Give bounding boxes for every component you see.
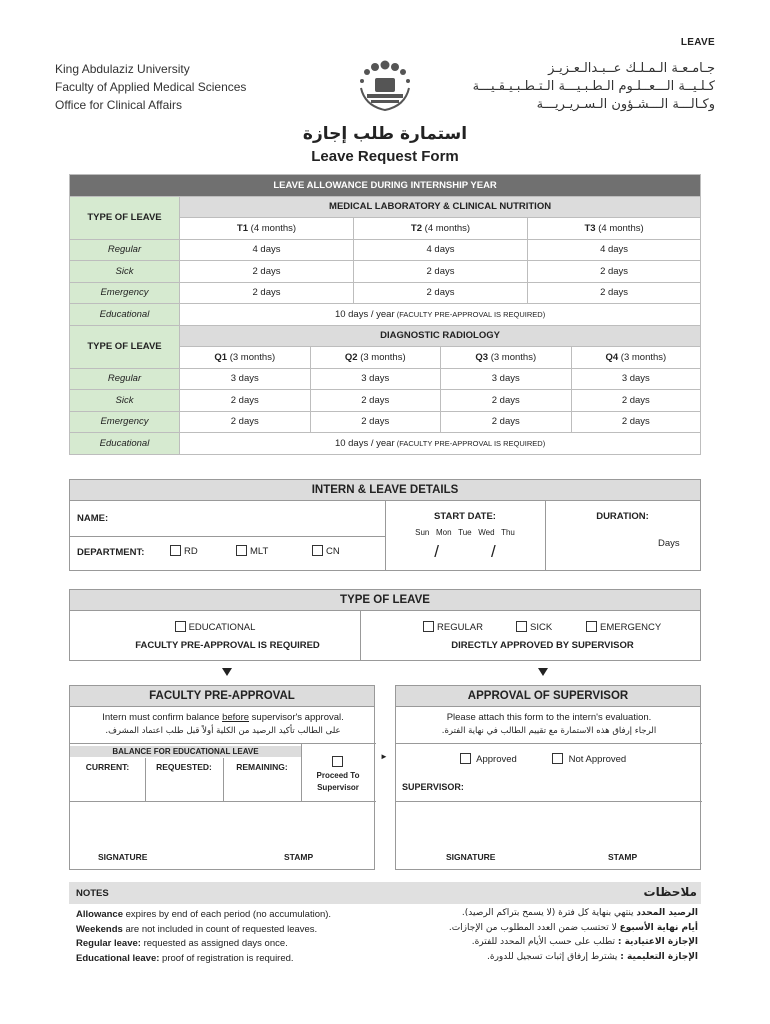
page-tag: LEAVE	[680, 37, 715, 48]
educational-allowance: 10 days / year (FACULTY PRE-APPROVAL IS REQUIRED)	[180, 433, 701, 455]
duration-unit: Days	[658, 538, 680, 549]
notes-title-ar: ملاحظات	[643, 885, 697, 899]
allowance-cell: 2 days	[180, 390, 311, 412]
remaining-balance-label: REMAINING:	[236, 762, 288, 772]
allowance-cell: 2 days	[571, 411, 701, 433]
allowance-cell: 4 days	[180, 239, 354, 261]
not-approved-option[interactable]: Not Approved	[552, 753, 626, 765]
edu-approval-note: FACULTY PRE-APPROVAL IS REQUIRED	[135, 640, 320, 651]
notes-ar	[449, 906, 698, 964]
duration-label: DURATION:	[596, 511, 649, 522]
start-date-field[interactable]: / /	[434, 542, 496, 561]
requested-balance-label: REQUESTED:	[156, 762, 212, 772]
allowance-cell: 2 days	[528, 282, 701, 304]
checkbox[interactable]	[586, 621, 597, 632]
checkbox[interactable]	[236, 545, 247, 556]
faculty-approval-box	[69, 685, 375, 870]
checkbox[interactable]	[423, 621, 434, 632]
faculty-signature-label: SIGNATURE	[98, 852, 148, 862]
current-balance-label: CURRENT:	[85, 762, 130, 772]
allowance-cell: 2 days	[441, 411, 572, 433]
arrow-right-icon: ►	[380, 752, 388, 761]
leave-type-label: Sick	[70, 390, 180, 412]
dept-option-mlt[interactable]: MLT	[236, 545, 268, 557]
type-header: TYPE OF LEAVE	[70, 325, 180, 368]
header-en-line: King Abdulaziz University	[55, 62, 190, 76]
leave-type-label: Regular	[70, 239, 180, 261]
allowance-cell: 2 days	[180, 411, 311, 433]
allowance-cell: 3 days	[571, 368, 701, 390]
faculty-note-en: Intern must confirm balance before supervisor's approval.	[102, 712, 344, 723]
note-line: Regular leave: requested as assigned days once.	[76, 938, 288, 949]
allowance-cell: 2 days	[528, 261, 701, 283]
supervisor-note-ar: الرجاء إرفاق هذه الاستمارة مع تقييم الطالب في نهاية الفترة.	[441, 726, 657, 736]
type-of-leave-box	[69, 589, 701, 661]
supervisor-approval-box	[395, 685, 701, 870]
allowance-cell: 2 days	[310, 390, 441, 412]
leave-option-regular[interactable]: REGULAR	[423, 621, 483, 633]
leave-type-label: Educational	[70, 304, 180, 326]
period-header: Q2 (3 months)	[310, 347, 441, 369]
lab-section-title: MEDICAL LABORATORY & CLINICAL NUTRITION	[180, 196, 701, 218]
note-line: Weekends are not included in count of requested leaves.	[76, 923, 318, 935]
faculty-note-ar: على الطالب تأكيد الرصيد من الكلية أولاً قبل طلب اعتماد المشرف.	[105, 726, 341, 736]
supervisor-stamp-label: STAMP	[608, 852, 638, 862]
note-line-ar: الرصيد المحدد ينتهي بنهاية كل فترة (لا يسمح بتراكم الرصيد).	[461, 908, 698, 918]
intern-details-box	[69, 479, 701, 571]
notes-bar	[69, 882, 701, 904]
days-of-week: Sun Mon Tue Wed Thu	[415, 528, 515, 537]
faculty-approval-title: FACULTY PRE-APPROVAL	[70, 686, 374, 707]
allowance-cell: 2 days	[441, 390, 572, 412]
notes-title: NOTES	[76, 888, 109, 899]
period-header: T2 (4 months)	[354, 218, 528, 240]
proceed-to-supervisor-label: Proceed To Supervisor	[316, 771, 360, 792]
checkbox[interactable]	[175, 621, 186, 632]
arrow-down-icon	[538, 668, 548, 676]
type-of-leave-title: TYPE OF LEAVE	[70, 590, 700, 611]
allowance-cell: 4 days	[354, 239, 528, 261]
university-name-ar	[473, 60, 715, 114]
supervisor-label: SUPERVISOR:	[402, 782, 464, 792]
supervisor-approval-title: APPROVAL OF SUPERVISOR	[396, 686, 700, 707]
note-line-ar: أيام نهاية الأسبوع لا تحتسب ضمن العدد المطلوب من الإجازات.	[448, 922, 698, 933]
start-date-label: START DATE:	[434, 511, 496, 522]
department-label: DEPARTMENT:	[77, 547, 145, 558]
period-header: Q1 (3 months)	[180, 347, 311, 369]
proceed-checkbox[interactable]	[332, 756, 343, 767]
form-title-en: Leave Request Form	[311, 148, 459, 165]
allowance-cell: 3 days	[180, 368, 311, 390]
leave-option-educational[interactable]: EDUCATIONAL	[70, 621, 360, 633]
leave-type-label: Emergency	[70, 411, 180, 433]
arrow-down-icon	[222, 668, 232, 676]
header-ar-line: جـامـعـة الـمـلـك عــبـدالـعـزيـز	[548, 61, 715, 76]
leave-type-label: Regular	[70, 368, 180, 390]
header-ar-line: وكـالـــة الـــشـؤون الـسـريـريـــة	[536, 97, 715, 112]
allowance-cell: 4 days	[528, 239, 701, 261]
educational-allowance: 10 days / year (FACULTY PRE-APPROVAL IS REQUIRED)	[180, 304, 701, 326]
allowance-table	[69, 174, 701, 455]
checkbox[interactable]	[552, 753, 563, 764]
checkbox[interactable]	[460, 753, 471, 764]
allowance-cell: 2 days	[180, 261, 354, 283]
allowance-cell: 2 days	[571, 390, 701, 412]
allowance-cell: 3 days	[441, 368, 572, 390]
note-line-ar: الإجازة التعليمية : يشترط إرفاق إثبات تسجيل للدورة.	[487, 951, 698, 962]
form-title-ar: استمارة طلب إجازة	[302, 124, 468, 144]
supervisor-note-en: Please attach this form to the intern's evaluation.	[446, 712, 652, 723]
allowance-cell: 2 days	[310, 411, 441, 433]
intern-details-title: INTERN & LEAVE DETAILS	[70, 480, 700, 501]
balance-title: BALANCE FOR EDUCATIONAL LEAVE	[70, 746, 301, 757]
allowance-cell: 3 days	[310, 368, 441, 390]
period-header: Q3 (3 months)	[441, 347, 572, 369]
leave-option-sick[interactable]: SICK	[516, 621, 552, 633]
header-en-line: Office for Clinical Affairs	[55, 98, 182, 112]
approved-option[interactable]: Approved	[460, 753, 517, 765]
note-line: Allowance expires by end of each period (no accumulation).	[76, 909, 332, 920]
checkbox[interactable]	[516, 621, 527, 632]
leave-type-label: Educational	[70, 433, 180, 455]
type-header: TYPE OF LEAVE	[70, 196, 180, 239]
header-ar-line: كـلـيــة الـــعــلـوم الـطـبـيـــة الـتـطـبـيـقـيـــة	[472, 79, 715, 94]
university-name-en	[55, 60, 246, 114]
leave-type-label: Emergency	[70, 282, 180, 304]
checkbox[interactable]	[170, 545, 181, 556]
allowance-cell: 2 days	[354, 282, 528, 304]
period-header: Q4 (3 months)	[571, 347, 701, 369]
dept-option-cn[interactable]: CN	[312, 545, 340, 557]
name-label: NAME:	[77, 513, 109, 524]
supervisor-signature-label: SIGNATURE	[446, 852, 496, 862]
checkbox[interactable]	[312, 545, 323, 556]
period-header: T3 (4 months)	[528, 218, 701, 240]
dept-option-rd[interactable]: RD	[170, 545, 198, 557]
faculty-stamp-label: STAMP	[284, 852, 314, 862]
header-en-line: Faculty of Applied Medical Sciences	[55, 80, 247, 94]
direct-approval-note: DIRECTLY APPROVED BY SUPERVISOR	[451, 640, 634, 651]
leave-type-label: Sick	[70, 261, 180, 283]
allowance-title: LEAVE ALLOWANCE DURING INTERNSHIP YEAR	[70, 175, 701, 197]
period-header: T1 (4 months)	[180, 218, 354, 240]
allowance-cell: 2 days	[180, 282, 354, 304]
note-line: Educational leave: proof of registration is required.	[76, 952, 294, 964]
radiology-section-title: DIAGNOSTIC RADIOLOGY	[180, 325, 701, 347]
notes-en	[76, 908, 331, 966]
leave-option-emergency[interactable]: EMERGENCY	[586, 621, 661, 633]
university-logo	[353, 58, 417, 116]
allowance-cell: 2 days	[354, 261, 528, 283]
note-line-ar: الإجازة الاعتيادية : تطلب على حسب الأيام المحدد للفترة.	[471, 937, 698, 947]
